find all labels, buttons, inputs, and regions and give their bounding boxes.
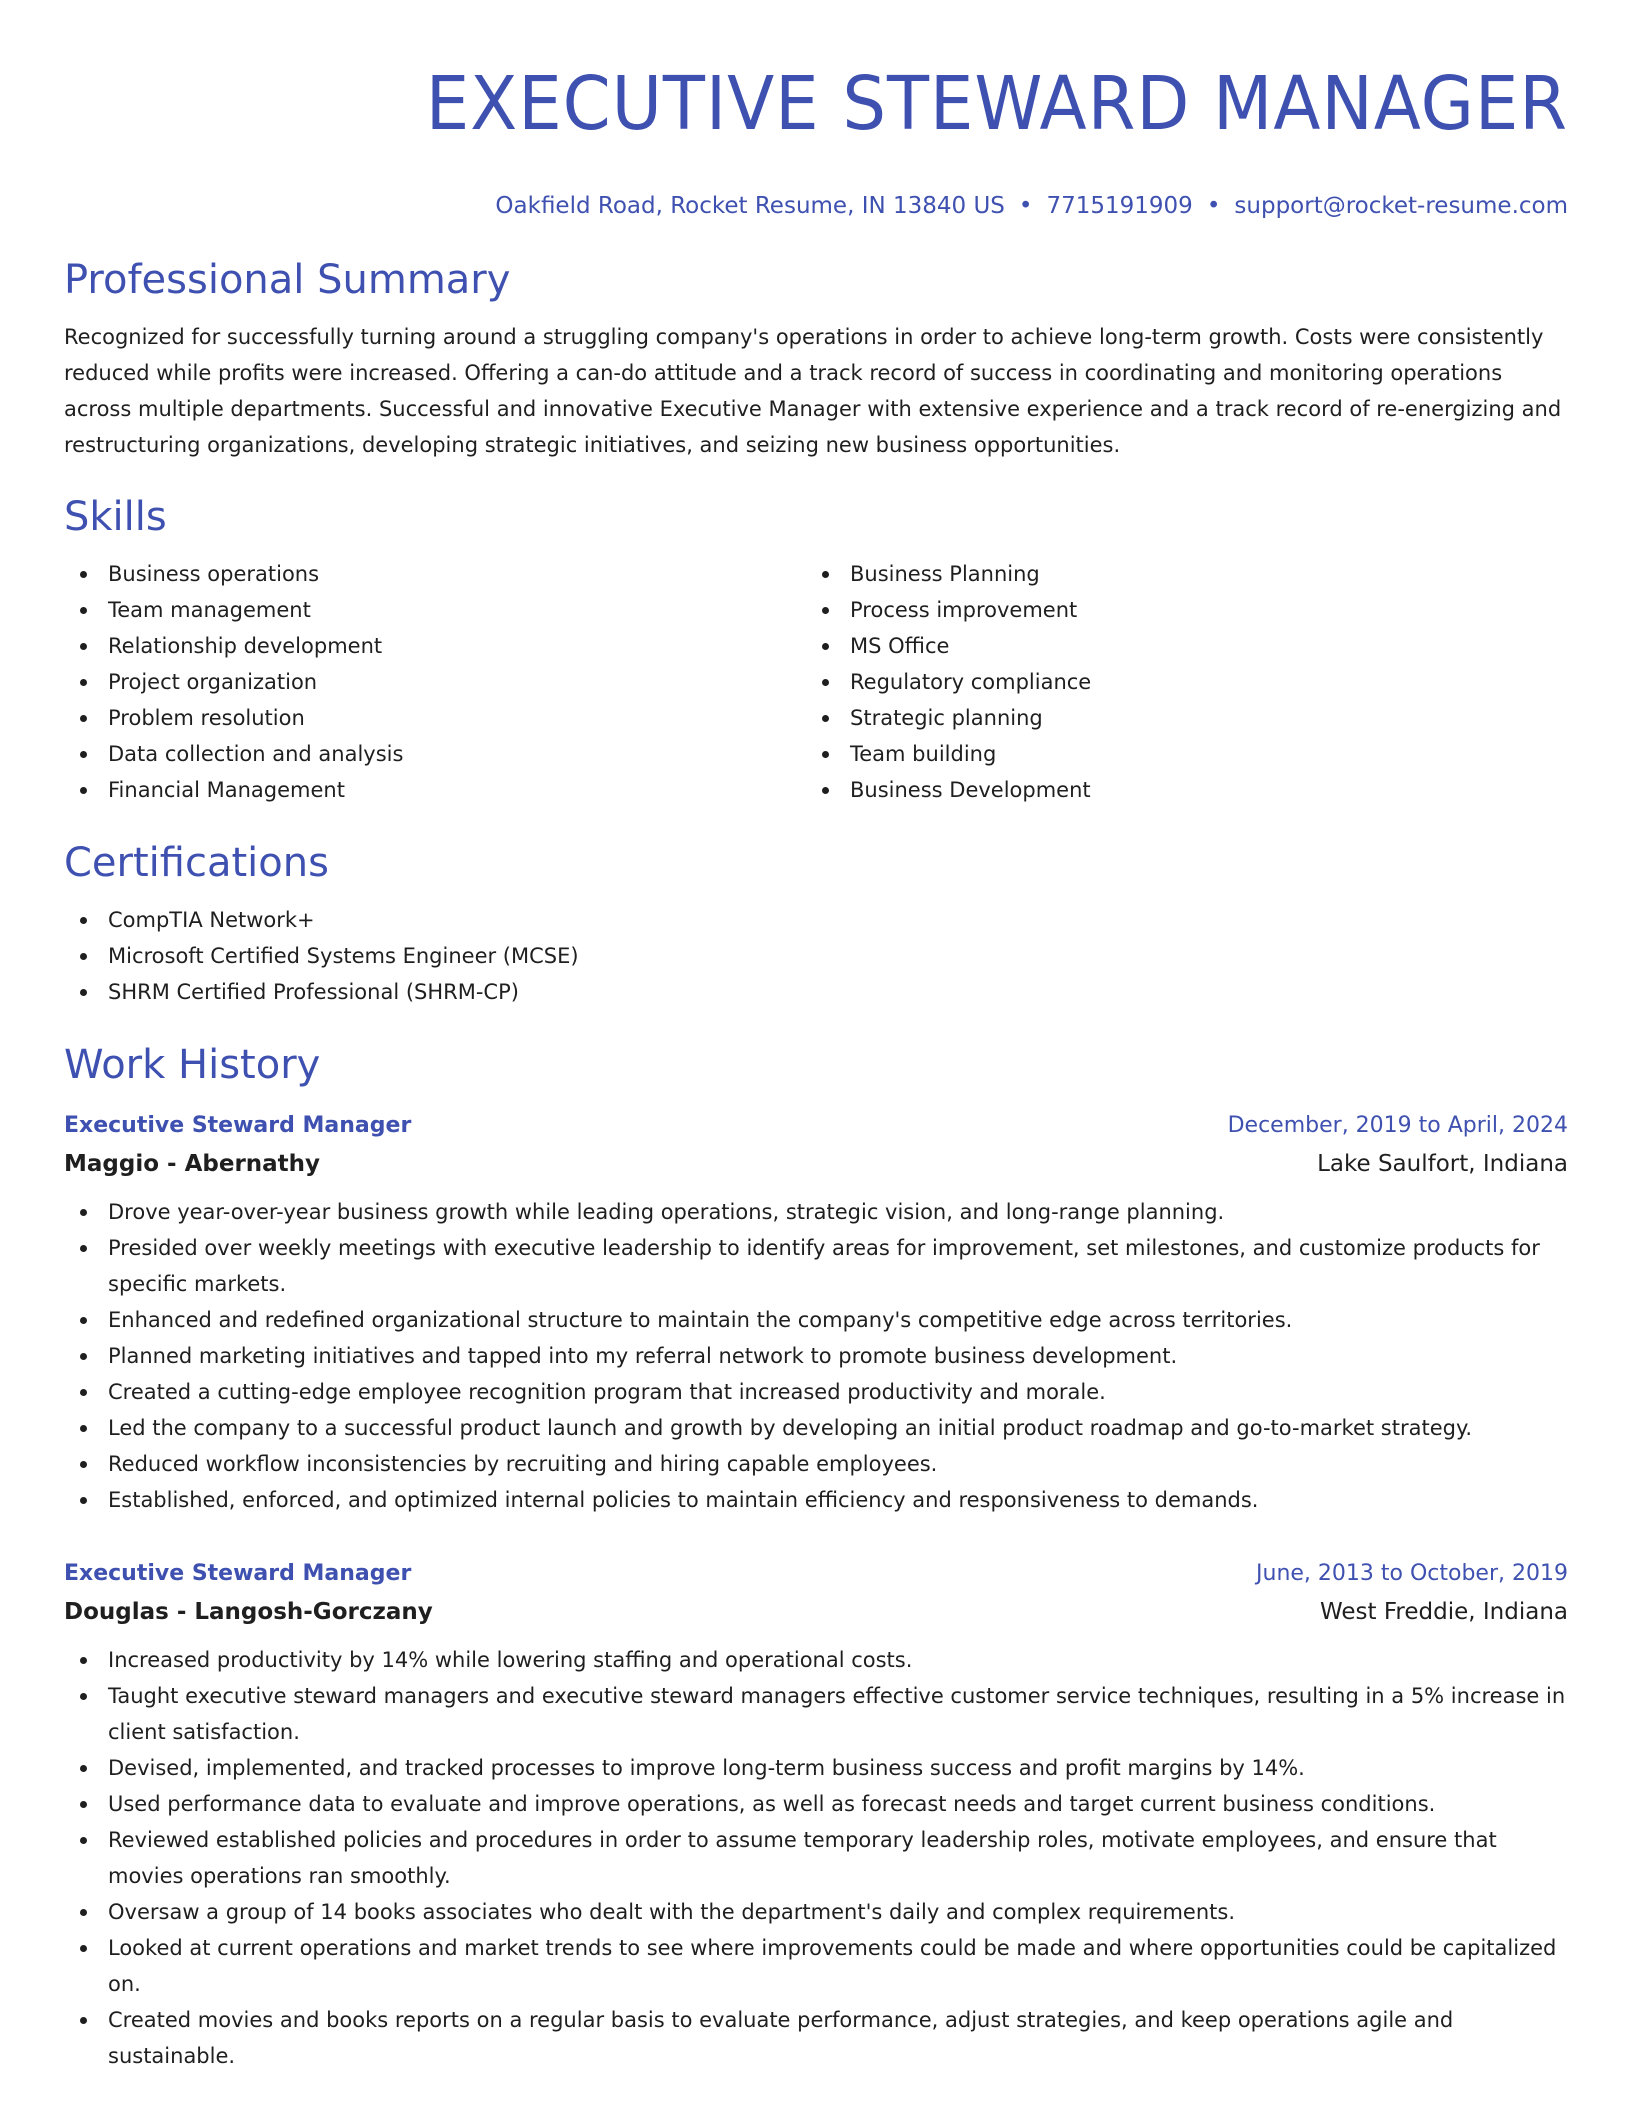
skill-item: Project organization — [64, 664, 806, 700]
skills-section — [64, 492, 1568, 808]
contact-separator: • — [1018, 193, 1033, 219]
contact-separator: • — [1206, 193, 1221, 219]
job-bullets — [64, 1642, 1568, 2074]
candidate-name: EXECUTIVE STEWARD MANAGER — [425, 61, 1568, 147]
job-location: West Freddie, Indiana — [1320, 1599, 1568, 1625]
job-entry — [64, 1556, 1568, 2074]
job-company: Douglas - Langosh-Gorczany — [64, 1599, 433, 1625]
job-location: Lake Saulfort, Indiana — [1317, 1151, 1568, 1177]
certification-item: CompTIA Network+ — [64, 902, 1568, 938]
contact-line — [64, 190, 1568, 222]
contact-address: Oakfield Road, Rocket Resume, IN 13840 US — [495, 193, 1005, 219]
certification-item: Microsoft Certified Systems Engineer (MCSE) — [64, 938, 1568, 974]
work-history-section — [64, 1040, 1568, 2074]
job-bullet: Increased productivity by 14% while lowering staffing and operational costs. — [64, 1642, 1568, 1678]
contact-email[interactable]: support@rocket-resume.com — [1234, 193, 1568, 219]
job-bullet: Oversaw a group of 14 books associates who dealt with the department's daily and complex requirements. — [64, 1894, 1568, 1930]
skill-item: Strategic planning — [806, 700, 1548, 736]
job-title: Executive Steward Manager — [64, 1561, 412, 1586]
job-bullet: Reduced workflow inconsistencies by recruiting and hiring capable employees. — [64, 1446, 1568, 1482]
skills-list-right — [806, 556, 1548, 808]
summary-text: Recognized for successfully turning around a struggling company's operations in order to achieve long-term growth. Costs were consistently reduced while profits were increased. Offering a can-do attitude and a track record of success in coordinating and monitoring operations across multiple departments. Successful and innovative Executive Manager with extensive experience and a track record of re-energizing and restructuring organizations, developing strategic initiatives, and seizing new business opportunities. — [64, 325, 1562, 457]
work-history-heading: Work History — [64, 1042, 321, 1088]
skill-item: Relationship development — [64, 628, 806, 664]
skill-item: Business Planning — [806, 556, 1548, 592]
summary-section — [64, 255, 1568, 463]
certification-item: SHRM Certified Professional (SHRM-CP) — [64, 974, 1568, 1010]
job-bullet: Created a cutting-edge employee recognition program that increased productivity and morale. — [64, 1374, 1568, 1410]
skill-item: Problem resolution — [64, 700, 806, 736]
summary-heading: Professional Summary — [64, 257, 511, 303]
job-bullet: Drove year-over-year business growth while leading operations, strategic vision, and long-range planning. — [64, 1194, 1568, 1230]
job-company-row — [64, 1592, 1568, 1632]
job-company-row — [64, 1144, 1568, 1184]
job-dates: June, 2013 to October, 2019 — [1256, 1561, 1568, 1586]
job-bullet: Presided over weekly meetings with executive leadership to identify areas for improvement, set milestones, and customize products for specific markets. — [64, 1230, 1568, 1302]
skill-item: Process improvement — [806, 592, 1548, 628]
job-bullet: Established, enforced, and optimized internal policies to maintain efficiency and responsiveness to demands. — [64, 1482, 1568, 1518]
certifications-list — [64, 902, 1568, 1010]
job-bullet: Enhanced and redefined organizational structure to maintain the company's competitive edge across territories. — [64, 1302, 1568, 1338]
skill-item: Team management — [64, 592, 806, 628]
skill-item: Financial Management — [64, 772, 806, 808]
skills-grid — [64, 556, 1568, 808]
skill-item: Business operations — [64, 556, 806, 592]
certifications-heading: Certifications — [64, 840, 329, 886]
job-bullet: Used performance data to evaluate and improve operations, as well as forecast needs and target current business conditions. — [64, 1786, 1568, 1822]
resume-header — [64, 56, 1568, 222]
certifications-section — [64, 838, 1568, 1010]
job-bullets — [64, 1194, 1568, 1518]
job-company: Maggio - Abernathy — [64, 1151, 321, 1177]
skill-item: Regulatory compliance — [806, 664, 1548, 700]
job-entry — [64, 1108, 1568, 1518]
job-title: Executive Steward Manager — [64, 1113, 412, 1138]
skills-list-left — [64, 556, 806, 808]
skill-item: MS Office — [806, 628, 1548, 664]
job-title-row — [64, 1108, 1568, 1144]
job-bullet: Reviewed established policies and procedures in order to assume temporary leadership roles, motivate employees, and ensure that movies operations ran smoothly. — [64, 1822, 1568, 1894]
skill-item: Data collection and analysis — [64, 736, 806, 772]
job-bullet: Led the company to a successful product launch and growth by developing an initial product roadmap and go-to-market strategy. — [64, 1410, 1568, 1446]
job-title-row — [64, 1556, 1568, 1592]
job-bullet: Taught executive steward managers and executive steward managers effective customer service techniques, resulting in a 5% increase in client satisfaction. — [64, 1678, 1568, 1750]
contact-phone[interactable]: 7715191909 — [1046, 193, 1193, 219]
job-bullet: Created movies and books reports on a regular basis to evaluate performance, adjust strategies, and keep operations agile and sustainable. — [64, 2002, 1568, 2074]
job-bullet: Devised, implemented, and tracked processes to improve long-term business success and profit margins by 14%. — [64, 1750, 1568, 1786]
skill-item: Business Development — [806, 772, 1548, 808]
job-bullet: Planned marketing initiatives and tapped into my referral network to promote business development. — [64, 1338, 1568, 1374]
skill-item: Team building — [806, 736, 1548, 772]
job-bullet: Looked at current operations and market trends to see where improvements could be made and where opportunities could be capitalized on. — [64, 1930, 1568, 2002]
job-dates: December, 2019 to April, 2024 — [1227, 1113, 1568, 1138]
skills-heading: Skills — [64, 494, 167, 540]
